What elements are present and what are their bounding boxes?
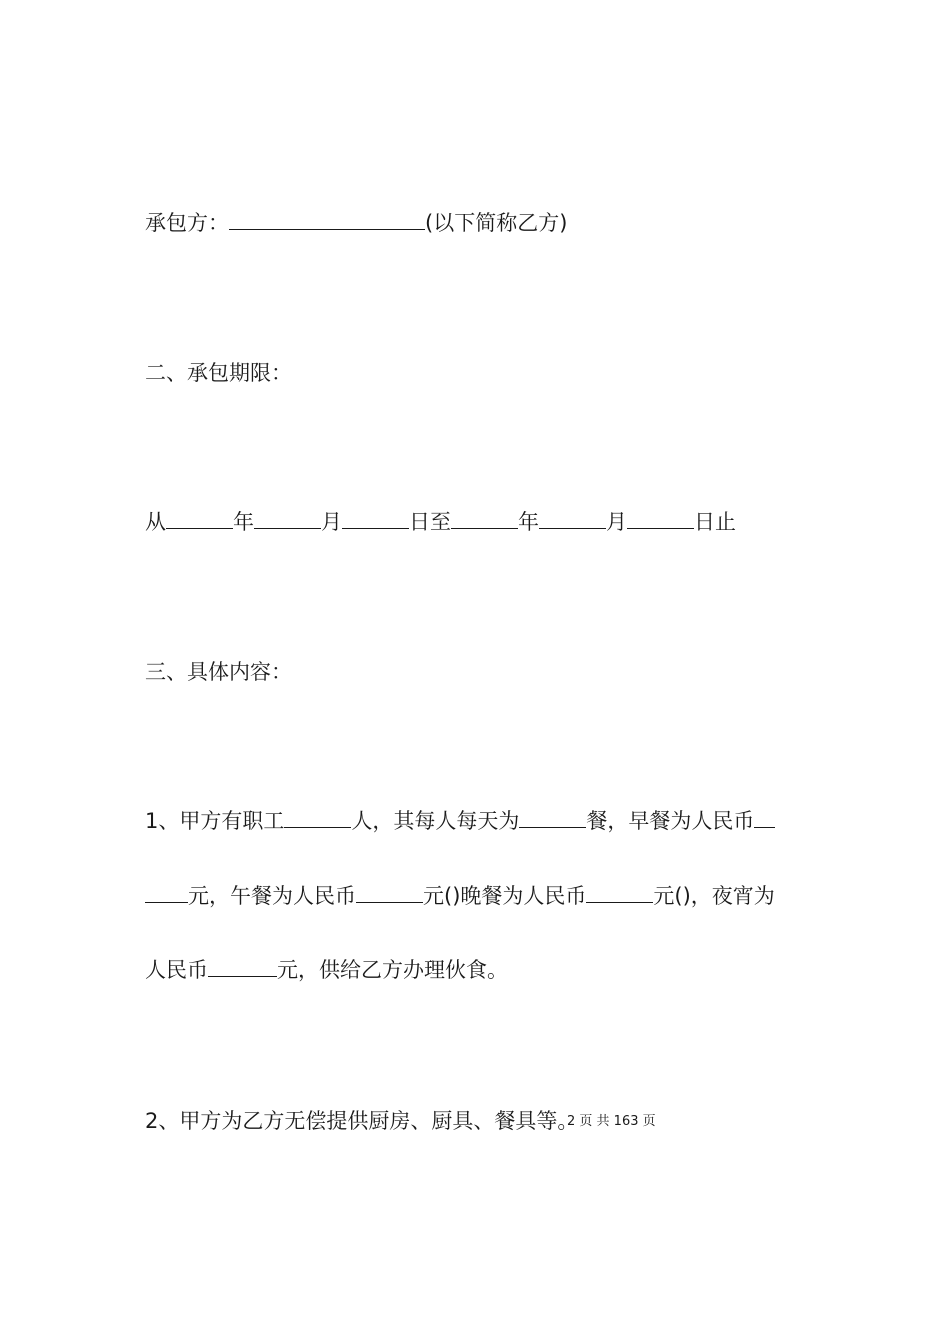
contractor-blank [229, 209, 425, 230]
item-1-line-2 [145, 881, 775, 911]
period-from: 从 [145, 510, 166, 534]
end-year-blank [451, 508, 518, 529]
contractor-label: 承包方： [145, 211, 229, 235]
item-1-part-5: 元()晚餐为人民币 [423, 884, 587, 908]
lunch-price-blank [356, 882, 423, 903]
item-1-part-4: 元，午餐为人民币 [188, 884, 356, 908]
breakfast-price-blank-end [145, 882, 188, 903]
section-2-heading: 二、承包期限： [145, 361, 292, 385]
period-year-2: 年 [518, 510, 539, 534]
item-1-part-8: 元，供给乙方办理伙食。 [277, 958, 508, 982]
staff-count-blank [284, 807, 351, 828]
breakfast-price-blank-start [754, 807, 775, 828]
item-1-part-3: 餐，早餐为人民币 [586, 809, 755, 833]
item-1-part-7: 人民币 [145, 958, 208, 982]
page-footer: 2 页 共 163 页 [567, 1114, 656, 1129]
item-1-line-1 [145, 806, 775, 836]
contractor-note: (以下简称乙方) [425, 211, 568, 235]
end-day-blank [627, 508, 694, 529]
item-1-part-1: 1、甲方有职工 [145, 809, 285, 833]
period-month-2: 月 [606, 510, 627, 534]
period-day-2: 日止 [694, 510, 736, 534]
item-1-part-2: 人，其每人每天为 [351, 809, 520, 833]
period-year-1: 年 [233, 510, 254, 534]
start-day-blank [342, 508, 409, 529]
night-snack-price-blank [208, 956, 277, 977]
item-2-line: 2、甲方为乙方无偿提供厨房、厨具、餐具等。 [145, 1109, 579, 1133]
period-line [145, 507, 736, 537]
meals-per-day-blank [519, 807, 586, 828]
start-month-blank [254, 508, 321, 529]
period-day-1: 日至 [409, 510, 451, 534]
start-year-blank [166, 508, 233, 529]
item-1-line-3 [145, 955, 508, 985]
period-month-1: 月 [321, 510, 342, 534]
end-month-blank [539, 508, 606, 529]
contractor-line [145, 208, 567, 238]
item-1-part-6: 元()，夜宵为 [653, 884, 775, 908]
section-3-heading: 三、具体内容： [145, 660, 292, 684]
dinner-price-blank [586, 882, 653, 903]
